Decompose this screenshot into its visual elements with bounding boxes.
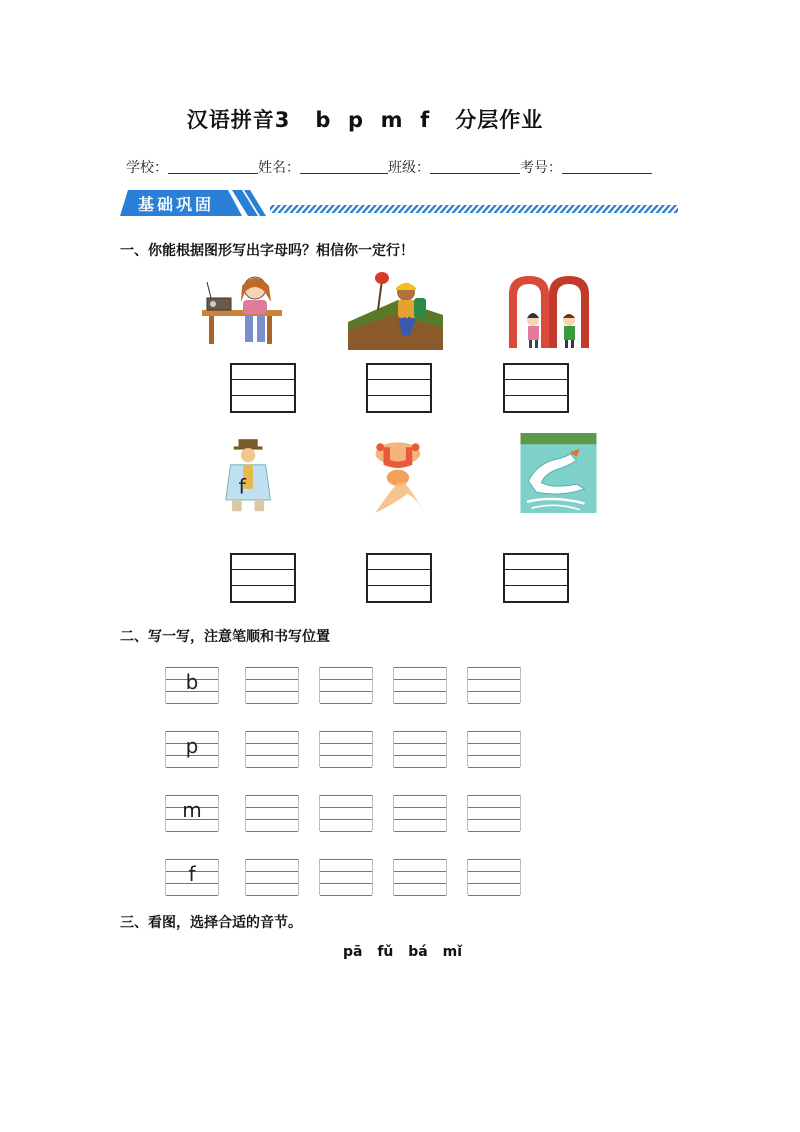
example-letter-grid bbox=[165, 795, 219, 831]
writing-grid[interactable] bbox=[467, 731, 521, 767]
writing-grid[interactable] bbox=[319, 731, 373, 767]
syllable-option: bá bbox=[408, 944, 428, 960]
answer-box[interactable] bbox=[230, 363, 296, 413]
writing-grid[interactable] bbox=[393, 795, 447, 831]
answer-box[interactable] bbox=[503, 553, 569, 603]
example-letter-grid bbox=[165, 859, 219, 895]
class-label: 班级： bbox=[388, 160, 430, 176]
number-label: 考号： bbox=[520, 160, 562, 176]
answer-box[interactable] bbox=[366, 553, 432, 603]
student-info-line bbox=[126, 157, 652, 177]
example-letter: p bbox=[185, 734, 199, 758]
writing-grid[interactable] bbox=[319, 859, 373, 895]
answer-box[interactable] bbox=[230, 553, 296, 603]
example-letter: m bbox=[182, 798, 202, 822]
writing-grid[interactable] bbox=[393, 859, 447, 895]
number-blank[interactable] bbox=[562, 159, 652, 174]
answer-box[interactable] bbox=[503, 363, 569, 413]
example-letter-grid bbox=[165, 731, 219, 767]
class-blank[interactable] bbox=[430, 159, 520, 174]
writing-grid[interactable] bbox=[245, 859, 299, 895]
syllable-option: fǔ bbox=[377, 944, 394, 960]
writing-grid[interactable] bbox=[319, 795, 373, 831]
m-arch-picture bbox=[503, 270, 598, 350]
answer-box[interactable] bbox=[366, 363, 432, 413]
section1-heading: 一、你能根据图形写出字母吗？相信你一定行！ bbox=[120, 243, 414, 259]
syllable-options bbox=[343, 944, 462, 960]
section2-heading: 二、写一写，注意笔顺和书写位置 bbox=[120, 629, 330, 645]
name-label: 姓名： bbox=[258, 160, 300, 176]
radio-girl-picture bbox=[197, 270, 292, 350]
banner-label: 基础巩固 bbox=[138, 195, 215, 214]
writing-grid[interactable] bbox=[467, 859, 521, 895]
example-letter: f bbox=[188, 862, 196, 886]
writing-grid[interactable] bbox=[467, 795, 521, 831]
boy-climbing-picture bbox=[348, 270, 443, 350]
name-blank[interactable] bbox=[300, 159, 388, 174]
example-letter-grid bbox=[165, 667, 219, 703]
writing-grid[interactable] bbox=[393, 667, 447, 703]
goldfish-picture bbox=[350, 436, 445, 516]
writing-grid[interactable] bbox=[393, 731, 447, 767]
syllable-option: pā bbox=[343, 944, 363, 960]
writing-grid[interactable] bbox=[245, 731, 299, 767]
writing-grid[interactable] bbox=[245, 667, 299, 703]
writing-grid[interactable] bbox=[245, 795, 299, 831]
swan-picture bbox=[511, 433, 606, 513]
school-blank[interactable] bbox=[168, 159, 258, 174]
old-man-cane-picture bbox=[205, 436, 300, 516]
writing-grid[interactable] bbox=[319, 667, 373, 703]
cane-letter: f bbox=[238, 474, 246, 499]
example-letter: b bbox=[185, 670, 199, 694]
section3-heading: 三、看图，选择合适的音节。 bbox=[120, 915, 302, 931]
school-label: 学校： bbox=[126, 160, 168, 176]
writing-grid[interactable] bbox=[467, 667, 521, 703]
page-title: 汉语拼音3 b p m f 分层作业 bbox=[186, 108, 544, 132]
syllable-option: mǐ bbox=[442, 944, 463, 960]
